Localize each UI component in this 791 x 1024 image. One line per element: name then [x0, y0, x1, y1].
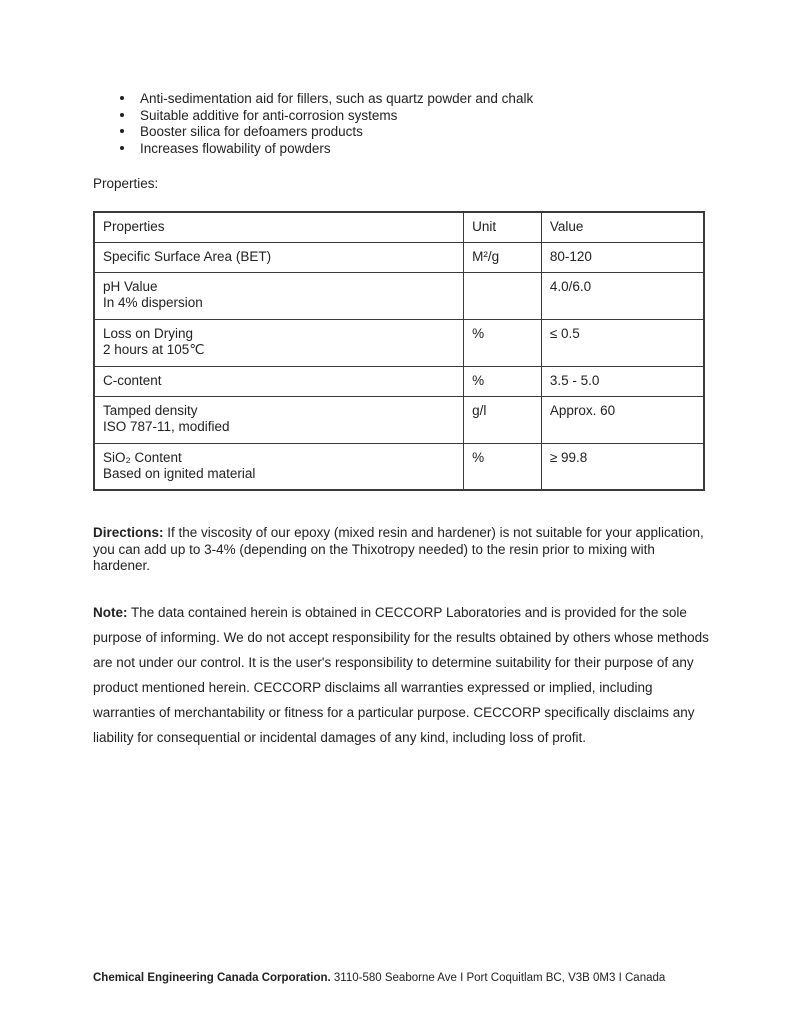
- bullet-icon: [120, 146, 124, 150]
- bullet-text: Anti-sedimentation aid for fillers, such as quartz powder and chalk: [140, 91, 534, 106]
- value-cell: Approx. 60: [541, 396, 704, 443]
- list-item: [93, 91, 733, 108]
- unit-cell: [464, 272, 542, 319]
- unit-cell: M²/g: [464, 242, 542, 272]
- list-item: [93, 141, 733, 158]
- value-cell: 3.5 - 5.0: [541, 366, 704, 396]
- property-detail: In 4% dispersion: [103, 295, 203, 310]
- intro-bullet-list: [93, 91, 733, 157]
- bullet-text: Booster silica for defoamers products: [140, 124, 363, 140]
- footer-company-name: Chemical Engineering Canada Corporation.: [93, 972, 331, 984]
- page-footer: [93, 971, 733, 985]
- directions-text: If the viscosity of our epoxy (mixed resin and hardener) is not suitable for your application, you can add up to 3-4% (depending on the Thixotropy needed) to the resin prior to mixing with hardener.: [93, 525, 704, 574]
- table-header-row: [94, 212, 704, 242]
- property-detail: ISO 787-11, modified: [103, 419, 230, 434]
- note-text: The data contained herein is obtained in CECCORP Laboratories and is provided for the sole purpose of informing. We do not accept responsibility for the results obtained by others whose methods are not under our control. It is the user's responsibility to determine suitability for their purpose of any product mentioned herein. CECCORP disclaims all warranties expressed or implied, including warranties of merchantability or fitness for a particular purpose. CECCORP specifically disclaims any liability for consequential or incidental damages of any kind, including loss of profit.: [93, 605, 709, 746]
- unit-cell: g/l: [464, 396, 542, 443]
- bullet-text: Increases flowability of powders: [140, 140, 331, 156]
- property-detail: Based on ignited material: [103, 466, 256, 481]
- value-cell: 4.0/6.0: [541, 272, 704, 319]
- table-row: [94, 366, 704, 396]
- value-cell: ≤ 0.5: [541, 319, 704, 366]
- table-row: [94, 242, 704, 272]
- property-detail: 2 hours at 105℃: [103, 342, 205, 357]
- value-cell: ≥ 99.8: [541, 443, 704, 490]
- properties-section-label: Properties:: [93, 176, 159, 191]
- table-row: [94, 396, 704, 443]
- header-unit: Unit: [464, 212, 542, 242]
- property-name: pH Value: [103, 278, 158, 294]
- bullet-icon: [120, 129, 124, 133]
- value-cell: 80-120: [541, 242, 704, 272]
- header-value: Value: [541, 212, 704, 242]
- property-name: Tamped density: [103, 402, 198, 418]
- unit-cell: %: [464, 319, 542, 366]
- header-properties: Properties: [94, 212, 464, 242]
- property-name: Specific Surface Area (BET): [103, 248, 272, 264]
- bullet-icon: [120, 96, 124, 100]
- footer-address: 3110-580 Seaborne Ave I Port Coquitlam BC, V3B 0M3 I Canada: [330, 972, 666, 984]
- directions-label: Directions:: [93, 525, 164, 540]
- list-item: [93, 124, 733, 141]
- table-row: [94, 443, 704, 490]
- property-name: Loss on Drying: [103, 325, 194, 341]
- bullet-text: Suitable additive for anti-corrosion systems: [140, 107, 398, 123]
- unit-cell: %: [464, 443, 542, 490]
- table-row: [94, 272, 704, 319]
- properties-table: [93, 211, 705, 491]
- note-label: Note:: [93, 605, 128, 620]
- note-paragraph: [93, 600, 709, 751]
- property-name: SiO₂ Content: [103, 449, 182, 465]
- unit-cell: %: [464, 366, 542, 396]
- property-name: C-content: [103, 372, 162, 388]
- list-item: [93, 108, 733, 125]
- bullet-icon: [120, 113, 124, 117]
- table-row: [94, 319, 704, 366]
- directions-paragraph: [93, 525, 709, 575]
